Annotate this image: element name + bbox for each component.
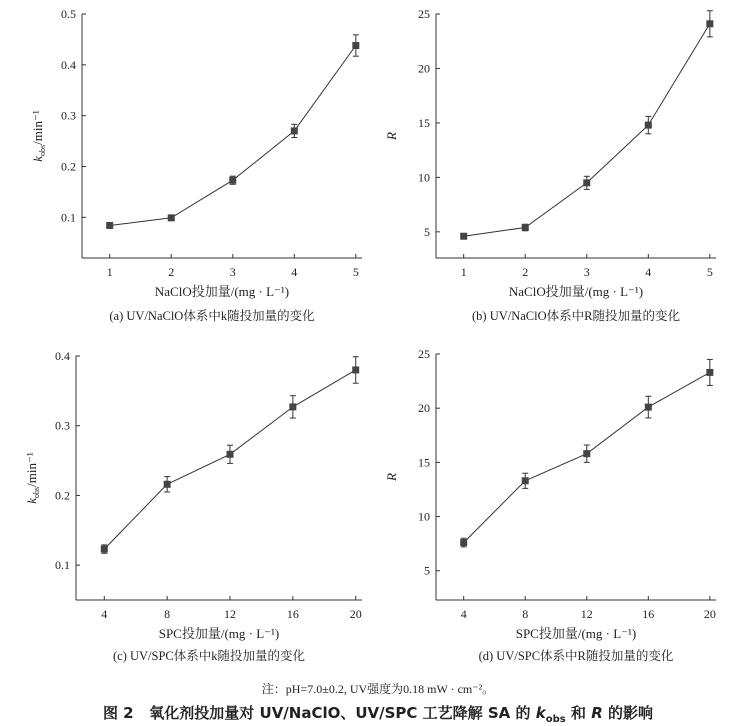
figure-caption-r: R — [591, 704, 603, 722]
figure-caption — [0, 702, 756, 725]
x-tick-label: 4 — [645, 265, 652, 279]
x-axis-label: NaClO投加量/(mg · L⁻¹) — [154, 284, 290, 299]
panel-caption: (a) UV/NaClO体系中k随投加量的变化 — [109, 309, 315, 323]
y-tick-label: 0.4 — [61, 57, 76, 72]
data-point — [168, 214, 175, 221]
y-axis-label-main: R — [384, 132, 399, 140]
x-tick-label: 2 — [522, 265, 529, 279]
x-tick-label: 12 — [224, 607, 236, 621]
chart-panel-a — [30, 7, 362, 323]
data-point — [583, 450, 590, 457]
y-tick-label: 15 — [418, 115, 430, 130]
y-tick-label: 0.1 — [55, 558, 70, 573]
x-tick-label: 8 — [522, 607, 529, 621]
x-tick-label: 12 — [580, 607, 593, 621]
figure-caption-k-sub: obs — [545, 714, 566, 725]
x-tick-label: 3 — [229, 265, 236, 279]
y-tick-label: 20 — [418, 61, 430, 76]
y-axis-label-unit: /min⁻¹ — [24, 452, 39, 487]
data-point — [164, 481, 171, 488]
y-tick-label: 0.5 — [61, 7, 76, 21]
panel-caption: (d) UV/SPC体系中R随投加量的变化 — [478, 649, 674, 663]
data-point — [101, 546, 108, 553]
y-tick-label: 0.2 — [55, 488, 70, 503]
data-point — [460, 539, 467, 546]
series-line — [110, 46, 356, 226]
y-tick-label: 0.3 — [61, 108, 76, 123]
y-axis-label — [384, 473, 399, 482]
data-point — [645, 404, 652, 411]
panel-caption: (b) UV/NaClO体系中R随投加量的变化 — [472, 309, 680, 323]
y-tick-label: 15 — [418, 455, 430, 470]
data-point — [522, 224, 529, 231]
y-tick-label: 0.3 — [55, 418, 70, 433]
x-tick-label: 20 — [703, 607, 716, 621]
y-tick-label: 25 — [418, 347, 430, 361]
y-axis-label-sub: obs — [32, 486, 41, 498]
x-tick-label: 2 — [168, 265, 175, 279]
figure-caption-and: 和 — [570, 704, 586, 722]
y-axis-label-main: R — [384, 473, 399, 481]
data-point — [645, 122, 652, 129]
x-tick-label: 16 — [286, 607, 299, 621]
figure-note: 注：pH=7.0±0.2, UV强度为0.18 mW · cm⁻²。 — [261, 682, 495, 696]
x-tick-label: 5 — [352, 265, 359, 279]
y-tick-label: 10 — [418, 509, 430, 524]
figure-caption-text: 氧化剂投加量对 UV/NaClO、UV/SPC 工艺降解 SA 的 — [149, 704, 531, 722]
figure-caption-prefix: 图 2 — [102, 704, 134, 722]
x-tick-label: 1 — [460, 265, 467, 279]
chart-panel-d — [384, 347, 716, 663]
x-tick-label: 4 — [101, 607, 108, 621]
figure-caption-suffix: 的影响 — [608, 704, 654, 722]
x-tick-label: 4 — [291, 265, 298, 279]
y-axis-label — [384, 132, 399, 141]
x-axis-label: SPC投加量/(mg · L⁻¹) — [515, 626, 637, 641]
data-point — [229, 177, 236, 184]
x-tick-label: 8 — [164, 607, 171, 621]
panel-caption: (c) UV/SPC体系中k随投加量的变化 — [112, 649, 306, 663]
data-point — [291, 127, 298, 134]
x-tick-label: 20 — [349, 607, 362, 621]
chart-panel-c — [24, 349, 362, 663]
y-tick-label: 0.1 — [61, 210, 76, 225]
figure-caption-k: k — [535, 704, 546, 722]
x-tick-label: 3 — [583, 265, 590, 279]
y-axis-label — [30, 110, 47, 162]
y-axis-label-main: k — [30, 155, 45, 162]
data-point — [352, 366, 359, 373]
y-tick-label: 25 — [418, 7, 430, 21]
y-tick-label: 20 — [418, 401, 430, 416]
data-point — [106, 222, 113, 229]
x-tick-label: 4 — [460, 607, 467, 621]
data-point — [352, 42, 359, 49]
x-tick-label: 16 — [642, 607, 655, 621]
x-axis-label: NaClO投加量/(mg · L⁻¹) — [508, 284, 644, 299]
y-tick-label: 5 — [424, 224, 430, 239]
y-axis-label — [24, 452, 41, 504]
x-axis-label: SPC投加量/(mg · L⁻¹) — [158, 626, 280, 641]
y-axis-label-main: k — [24, 497, 39, 504]
data-point — [706, 369, 713, 376]
data-point — [522, 477, 529, 484]
y-axis-label-sub: obs — [38, 144, 47, 156]
x-tick-label: 5 — [706, 265, 713, 279]
data-point — [706, 20, 713, 27]
y-tick-label: 0.4 — [55, 349, 70, 363]
y-tick-label: 0.2 — [61, 159, 76, 174]
y-tick-label: 5 — [424, 563, 430, 578]
series-line — [464, 24, 710, 236]
data-point — [583, 179, 590, 186]
y-tick-label: 10 — [418, 170, 430, 185]
y-axis-label-unit: /min⁻¹ — [30, 110, 45, 145]
data-point — [227, 451, 234, 458]
data-point — [289, 403, 296, 410]
chart-panel-b — [384, 7, 716, 323]
data-point — [460, 233, 467, 240]
x-tick-label: 1 — [106, 265, 113, 279]
